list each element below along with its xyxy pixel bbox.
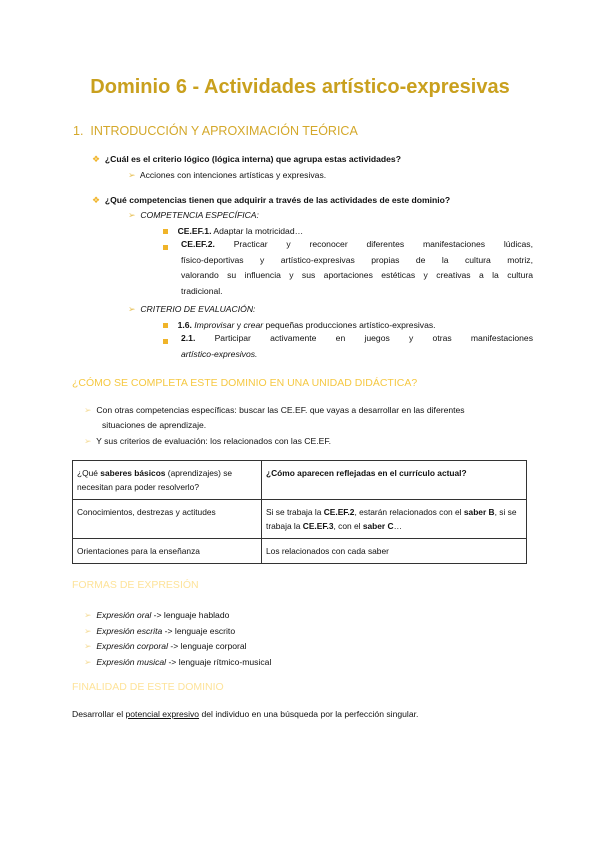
square-bullet-icon bbox=[163, 323, 168, 328]
section2-bullet-1-cont: situaciones de aprendizaje. bbox=[102, 420, 207, 430]
table-cell: Orientaciones para la enseñanza bbox=[73, 539, 262, 564]
curriculum-table bbox=[72, 460, 527, 564]
arrow-bullet-icon: ➢ bbox=[128, 170, 136, 180]
question-1: ❖ ¿Cuál es el criterio lógico (lógica interna) que agrupa estas actividades? bbox=[92, 154, 401, 164]
arrow-bullet-icon: ➢ bbox=[84, 656, 92, 667]
section-2-heading: ¿CÓMO SE COMPLETA ESTE DOMINIO EN UNA UNIDAD DIDÁCTICA? bbox=[72, 377, 418, 389]
ce2-item bbox=[163, 242, 168, 252]
ce2-text: CE.EF.2. Practicar y reconocer diferentes manifestaciones lúdicas, físico-deportivas y artístico-expresivas propias de la cultura motriz, valorando su influencia y sus aportaciones estéticas y creativas a la cultura tradicional. bbox=[181, 239, 533, 296]
arrow-bullet-icon: ➢ bbox=[84, 625, 92, 636]
table-header-curriculo: ¿Cómo aparecen reflejadas en el currículo actual? bbox=[262, 461, 527, 500]
criterio-label: ➢ CRITERIO DE EVALUACIÓN: bbox=[128, 304, 256, 314]
arrow-bullet-icon: ➢ bbox=[84, 405, 92, 415]
arrow-bullet-icon: ➢ bbox=[84, 641, 92, 651]
square-bullet-icon bbox=[163, 245, 168, 250]
page-title: Dominio 6 - Actividades artístico-expresivas bbox=[90, 76, 510, 98]
table-cell: Los relacionados con cada saber bbox=[262, 539, 527, 564]
criterio-1-6: 1.6. Improvisar y crear pequeñas producciones artístico-expresivas. bbox=[163, 320, 436, 330]
table-cell: Conocimientos, destrezas y actitudes bbox=[73, 500, 262, 539]
arrow-bullet-icon: ➢ bbox=[128, 304, 136, 314]
table-cell: Si se trabaja la CE.EF.2, estarán relacionados con el saber B, si se trabaja la CE.EF.3, con el saber C… bbox=[262, 500, 527, 539]
section2-bullet-1: ➢ Con otras competencias específicas: buscar las CE.EF. que vayas a desarrollar en las diferentes bbox=[84, 405, 465, 415]
square-bullet-icon bbox=[163, 339, 168, 344]
square-bullet-icon bbox=[163, 229, 168, 234]
list-item: ➢ Expresión corporal -> lenguaje corporal bbox=[84, 641, 247, 651]
arrow-bullet-icon: ➢ bbox=[128, 210, 136, 220]
ce1-item: CE.EF.1. Adaptar la motricidad… bbox=[163, 226, 303, 236]
list-item: ➢ Expresión escrita -> lenguaje escrito bbox=[84, 625, 236, 636]
diamond-bullet-icon: ❖ bbox=[92, 195, 101, 205]
arrow-bullet-icon: ➢ bbox=[84, 436, 92, 446]
section2-bullet-2: ➢ Y sus criterios de evaluación: los relacionados con las CE.EF. bbox=[84, 436, 332, 446]
criterio-2-1-bullet bbox=[163, 336, 168, 346]
list-item: ➢ Expresión oral -> lenguaje hablado bbox=[84, 610, 230, 620]
answer-1: ➢ Acciones con intenciones artísticas y expresivas. bbox=[128, 170, 327, 180]
formas-list bbox=[84, 608, 271, 670]
arrow-bullet-icon: ➢ bbox=[84, 610, 92, 620]
table-header-saberes: ¿Qué saberes básicos (aprendizajes) se necesitan para poder resolverlo? bbox=[73, 461, 262, 500]
section-heading: 1. INTRODUCCIÓN Y APROXIMACIÓN TEÓRICA bbox=[73, 124, 358, 138]
finalidad-text: Desarrollar el potencial expresivo del individuo en una búsqueda por la perfección singular. bbox=[72, 709, 419, 719]
finalidad-heading: FINALIDAD DE ESTE DOMINIO bbox=[72, 681, 224, 693]
formas-heading: FORMAS DE EXPRESIÓN bbox=[72, 579, 199, 591]
list-item: ➢ Expresión musical -> lenguaje rítmico-musical bbox=[84, 656, 272, 667]
competencia-label: ➢ COMPETENCIA ESPECÍFICA: bbox=[128, 210, 259, 220]
question-2: ❖ ¿Qué competencias tienen que adquirir a través de las actividades de este dominio? bbox=[92, 195, 451, 205]
criterio-2-1: 2.1. Participar activamente en juegos y otras manifestaciones artístico-expresivos. bbox=[181, 333, 533, 359]
diamond-bullet-icon: ❖ bbox=[92, 154, 101, 164]
